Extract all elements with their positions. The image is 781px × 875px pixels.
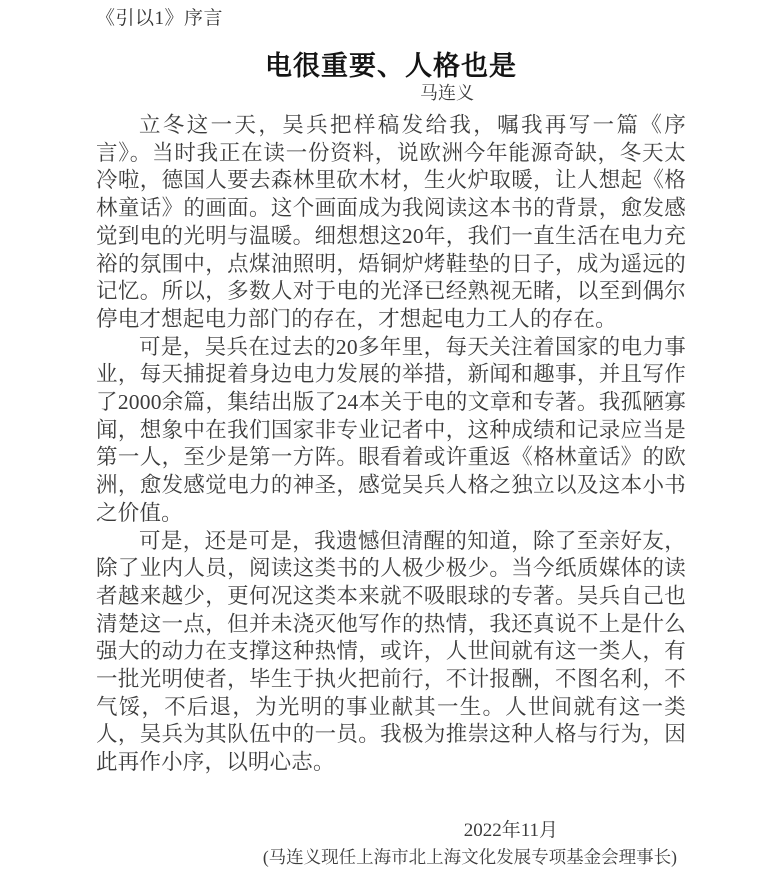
footnote: (马连义现任上海市北上海文化发展专项基金会理事长)	[262, 846, 677, 867]
author-name: 马连义	[420, 83, 474, 103]
author-line	[96, 82, 686, 104]
paragraph-1: 立冬这一天，吴兵把样稿发给我，嘱我再写一篇《序言》。当时我正在读一份资料，说欧洲今年能源奇缺，冬天太冷啦，德国人要去森林里砍木材，生火炉取暖，让人想起《格林童话》的画面。这个画面成为我阅读这本书的背景，愈发感觉到电的光明与温暖。细想想这20年，我们一直生活在电力充裕的氛围中，点煤油照明，焐铜炉烤鞋垫的日子，成为遥远的记忆。所以，多数人对于电的光泽已经熟视无睹，以至到偶尔停电才想起电力部门的存在，才想起电力工人的存在。	[96, 113, 686, 331]
paragraph-2: 可是，吴兵在过去的20多年里，每天关注着国家的电力事业，每天捕捉着身边电力发展的举措，新闻和趣事，并且写作了2000余篇，集结出版了24本关于电的文章和专著。我孤陋寡闻，想象中在我们国家非专业记者中，这种成绩和记录应当是第一人，至少是第一方阵。眼看着或许重返《格林童话》的欧洲，愈发感觉电力的神圣，感觉吴兵人格之独立以及这本小书之价值。	[96, 334, 686, 525]
doc-header: 《引以1》序言	[96, 8, 224, 29]
paragraph-3: 可是，还是可是，我遗憾但清醒的知道，除了至亲好友，除了业内人员，阅读这类书的人极少极少。当今纸质媒体的读者越来越少，更何况这类本来就不吸眼球的专著。吴兵自己也清楚这一点，但并未浇灭他写作的热情，我还真说不上是什么强大的动力在支撑这种热情，或许，人世间就有这一类人，有一批光明使者，毕生于执火把前行，不计报酬，不图名利，不气馁，不后退，为光明的事业献其一生。人世间就有这一类人，吴兵为其队伍中的一员。我极为推崇这种人格与行为，因此再作小序，以明心志。	[96, 528, 686, 775]
body-text	[96, 112, 686, 777]
page-title: 电很重要、人格也是	[265, 51, 517, 81]
date-line: 2022年11月	[463, 819, 558, 841]
